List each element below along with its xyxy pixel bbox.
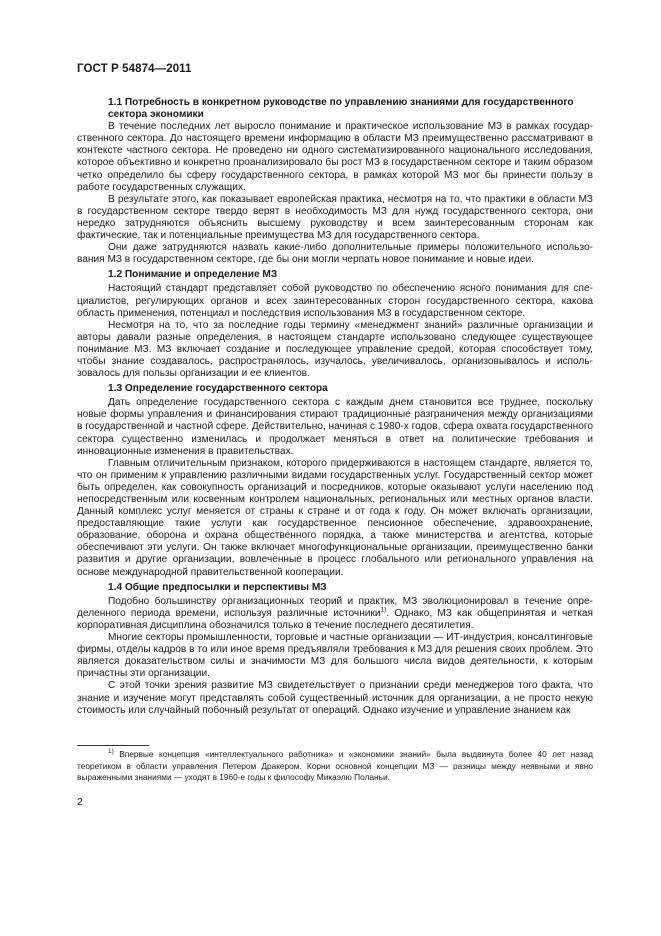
section-heading-1-2: 1.2 Понимание и определение МЗ (108, 269, 278, 281)
paragraph: В течение последних лет выросло понимание и практическое использование МЗ в рамках государственного сектора. До настоящего времени информацию в области МЗ преимущественно рассматривают в контексте частного сектора. Не проведено ни одного систематизированного национального исследования, которое объективно и конкретно проанализировало бы рост МЗ в государственном секторе и таким образом четко определило бы сферу государственного сектора, в рамках которой МЗ мог бы принести пользу в работе государственных служащих. (77, 121, 593, 193)
paragraph: Дать определение государственного сектора с каждым днем становится все труднее, поскольку новые формы управления и финансирования стирают традиционные разграничения между организациями в государственной и частной сфере. Действительно, начиная с 1980-х годов, сфера охвата государственного сектора существенно изменилась и продолжает меняться в ответ на политические требования и инновационные изменения в правительствах. (77, 397, 593, 457)
footnote-text: Впервые концепция «интеллектуального работника» и «экономики знаний» была выдвинута более 40 лет назад теоретиком в области управления Петером Дракером. Корни основной концепции МЗ — разницы между неявными и явно выраженными знаниями — уходят в 1960-е годы к философу Микаэлю Поланьи. (77, 749, 593, 782)
paragraph: Несмотря на то, что за последние годы термину «менеджмент знаний» различные организации и авторы давали разные определения, в настоящем стандарте использовано следующее существующее понимание МЗ. МЗ включает создание и последующее управление средой, которая способствует тому, чтобы знание создавалось, распространялось, изучалось, увеличивалось, организовывалось и использовалось для пользы организации и ее клиентов. (77, 319, 593, 380)
footnote-divider (77, 745, 149, 746)
section-heading-1-3: 1.3 Определение государственного сектора (108, 383, 328, 395)
paragraph: Многие секторы промышленности, торговые и частные организации — ИТ-индустрия, консалтинговые фирмы, отделы кадров в то или иное время предъявляли требования к МЗ для решения своих проблем. Это является доказательством силы и значимости МЗ для большого числа видов деятельности, к которым причастны эти организации. (77, 632, 593, 680)
footnote-mark: 1) (108, 748, 114, 756)
paragraph: Настоящий стандарт представляет собой руководство по обеспечению ясного понимания для специалистов, регулирующих органов и всех заинтересованных сторон государственного сектора, какова область применения, потенциал и последствия использования МЗ в государственном секторе. (77, 283, 593, 319)
paragraph: С этой точки зрения развитие МЗ свидетельствует о признании среди менеджеров того факта, что знание и изучение могут представлять собой существенный источник для организации, а не просто некую стоимость или случайный побочный результат от операций. Однако изучение и управление знанием как (77, 680, 593, 716)
main-text (77, 97, 593, 717)
paragraph: В результате этого, как показывает европейская практика, несмотря на то, что практики в области МЗ в государственном секторе твердо верят в необходимость МЗ для нужд государственного сектора, они нередко затрудняются объяснить высшему руководству и всем заинтересованным сторонам как фактические, так и потенциальные преимущества МЗ для государственного сектора. (77, 193, 593, 242)
footnote-reference[interactable]: 1) (380, 606, 387, 614)
section-heading-1-4: 1.4 Общие предпосылки и перспективы МЗ (108, 581, 327, 593)
paragraph-with-footnote (77, 596, 593, 632)
paragraph: Они даже затрудняются назвать какие-либо дополнительные примеры положительного использования МЗ в государственном секторе, где бы они могли черпать новое понимание и новые идеи. (77, 242, 593, 266)
page-number: 2 (77, 796, 83, 808)
paragraph-text: Подобно большинству организационных теорий и практик, МЗ эволюционировал в течение определенного периода времени, используя различные источники (77, 595, 593, 619)
paragraph: Главным отличительным признаком, которого придерживаются в настоящем стандарте, является то, что он применим к управлению различными видами государственных услуг. Государственный сектор может быть определен, как совокупность организаций и посредников, которые оказывают услуги населению под непосредственным или косвенным контролем национальных, региональных или местных органов власти. Данный комплекс услуг меняется от страны к стране и от года к году. Он может включать организации, предоставляющие такие услуги как государственное пенсионное обеспечение, здравоохранение, образование, оборона и охрана общественного порядка, а также министерства и агентства, которые обеспечивают эти услуги. Он также включает многофункциональные организации, преимущественно банки развития и другие организации, вовлеченные в процесс глобального или регионального управления на основе международной правительственной кооперации. (77, 457, 593, 578)
footnote (77, 749, 593, 784)
section-heading-1-1: 1.1 Потребность в конкретном руководстве по управлению знаниями для государственного сектора экономики (108, 97, 574, 121)
paragraph-text-tail: . Однако, МЗ как общепринятая и четкая корпоративная дисциплина обозначился только в течение последнего десятилетия. (77, 607, 593, 631)
standard-header: ГОСТ Р 54874—2011 (77, 63, 192, 75)
